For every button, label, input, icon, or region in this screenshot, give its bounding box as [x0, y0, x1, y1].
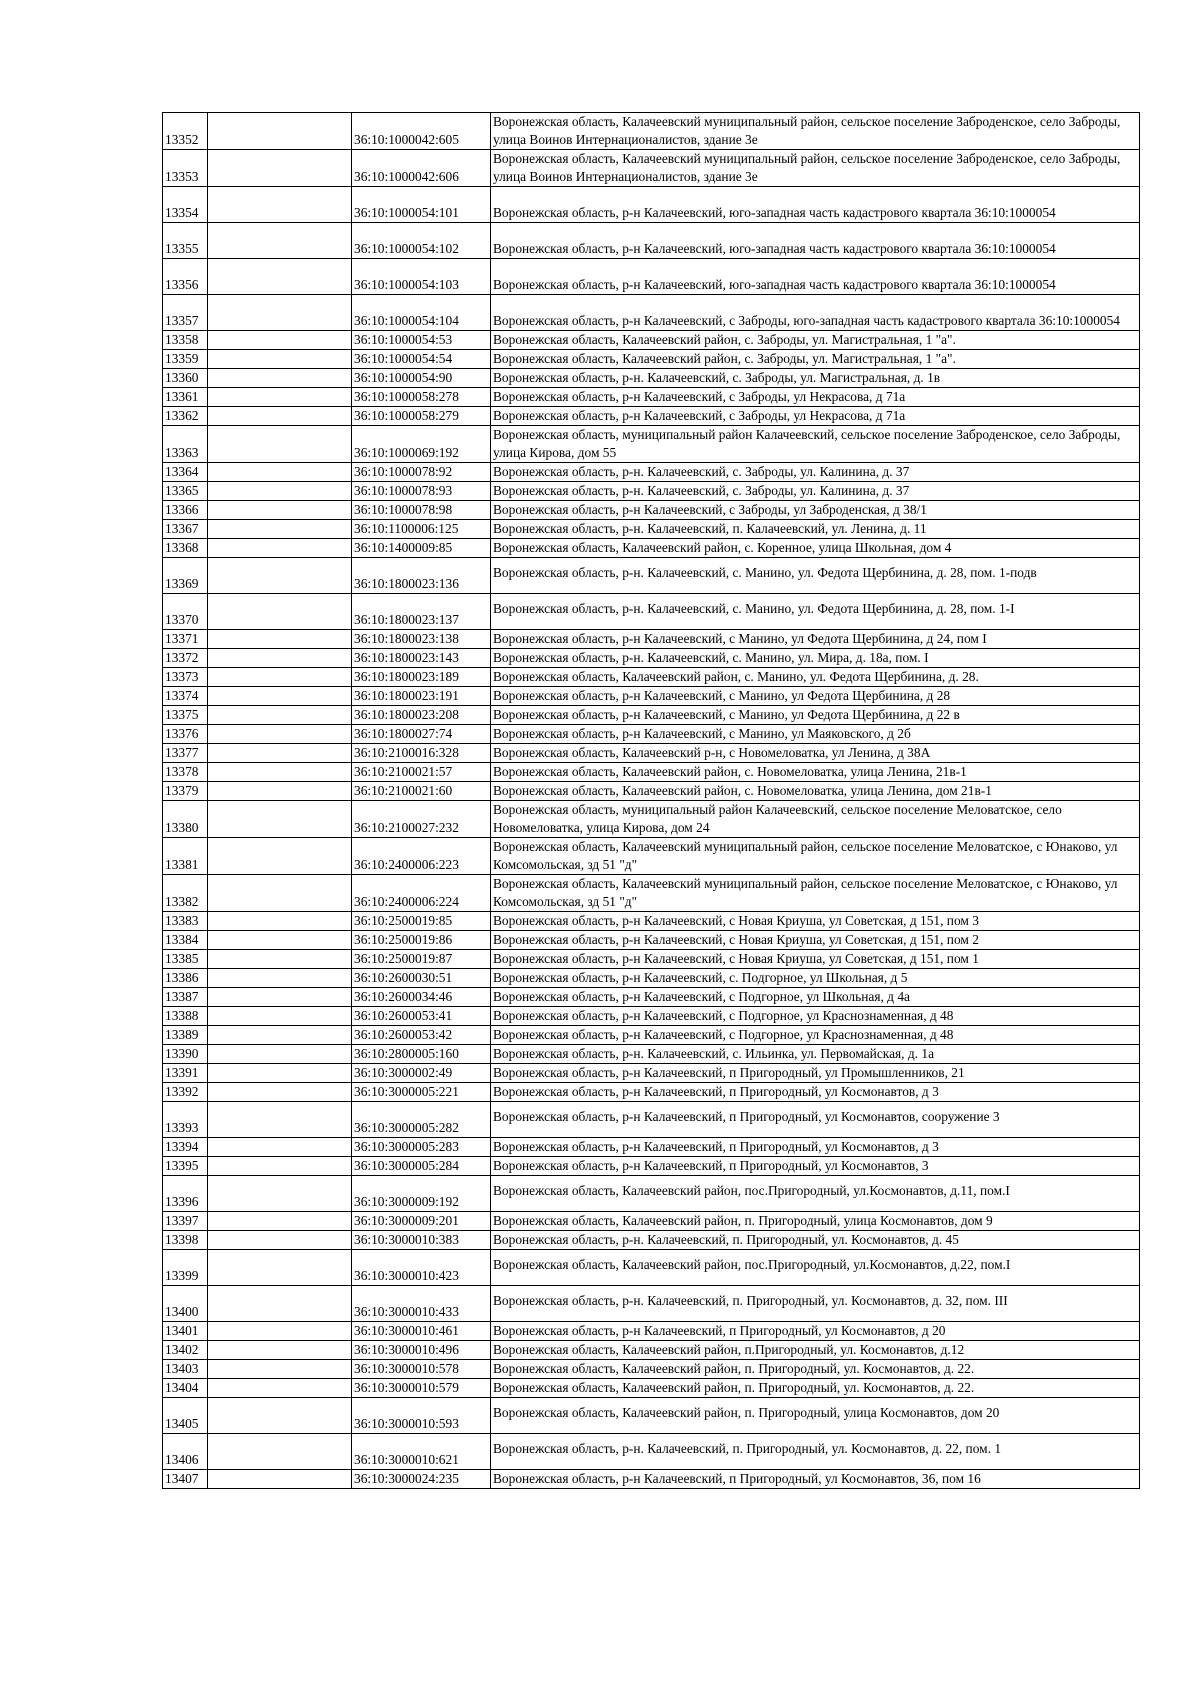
row-number-cell: 13389: [163, 1026, 208, 1045]
empty-cell: [208, 668, 352, 687]
table-row: [163, 259, 1140, 295]
table-row: [163, 113, 1140, 150]
cadastral-number-cell: 36:10:1400009:85: [352, 539, 491, 558]
empty-cell: [208, 520, 352, 539]
cadastral-number-cell: 36:10:1800023:143: [352, 649, 491, 668]
cadastral-number-cell: 36:10:2100021:60: [352, 782, 491, 801]
empty-cell: [208, 838, 352, 875]
table-row: [163, 782, 1140, 801]
table-row: [163, 150, 1140, 187]
row-number-cell: 13355: [163, 223, 208, 259]
table-row: [163, 1379, 1140, 1398]
empty-cell: [208, 223, 352, 259]
row-number-cell: 13387: [163, 988, 208, 1007]
address-cell: Воронежская область, Калачеевский муниципальный район, сельское поселение Заброденское, село Заброды, улица Воинов Интернационалистов, здание 3е: [491, 113, 1140, 150]
empty-cell: [208, 1250, 352, 1286]
address-cell: Воронежская область, р-н. Калачеевский, с. Заброды, ул. Калинина, д. 37: [491, 482, 1140, 501]
row-number-cell: 13361: [163, 388, 208, 407]
row-number-cell: 13364: [163, 463, 208, 482]
cadastral-number-cell: 36:10:1100006:125: [352, 520, 491, 539]
cadastral-number-cell: 36:10:2800005:160: [352, 1045, 491, 1064]
address-cell: Воронежская область, р-н. Калачеевский, с. Заброды, ул. Магистральная, д. 1в: [491, 369, 1140, 388]
address-cell: Воронежская область, р-н Калачеевский, п Пригородный, ул Космонавтов, д 3: [491, 1083, 1140, 1102]
address-cell: Воронежская область, р-н Калачеевский, с Заброды, ул Некрасова, д 71а: [491, 388, 1140, 407]
empty-cell: [208, 969, 352, 988]
table-row: [163, 295, 1140, 331]
table-row: [163, 931, 1140, 950]
row-number-cell: 13395: [163, 1157, 208, 1176]
address-cell: Воронежская область, р-н Калачеевский, п Пригородный, ул Космонавтов, сооружение 3: [491, 1102, 1140, 1138]
cadastral-number-cell: 36:10:3000005:284: [352, 1157, 491, 1176]
empty-cell: [208, 1157, 352, 1176]
address-cell: Воронежская область, Калачеевский район, пос.Пригородный, ул.Космонавтов, д.11, пом.I: [491, 1176, 1140, 1212]
cadastral-number-cell: 36:10:3000010:621: [352, 1434, 491, 1470]
cadastral-number-cell: 36:10:3000005:283: [352, 1138, 491, 1157]
cadastral-number-cell: 36:10:2100021:57: [352, 763, 491, 782]
cadastral-number-cell: 36:10:2600053:42: [352, 1026, 491, 1045]
cadastral-number-cell: 36:10:2500019:85: [352, 912, 491, 931]
table-row: [163, 463, 1140, 482]
address-cell: Воронежская область, Калачеевский р-н, с Новомеловатка, ул Ленина, д 38А: [491, 744, 1140, 763]
table-row: [163, 1045, 1140, 1064]
cadastral-number-cell: 36:10:1800023:138: [352, 630, 491, 649]
address-cell: Воронежская область, р-н Калачеевский, с Манино, ул Федота Щербинина, д 24, пом I: [491, 630, 1140, 649]
address-cell: Воронежская область, Калачеевский муниципальный район, сельское поселение Меловатское, с Юнаково, ул Комсомольская, зд 51 "д": [491, 875, 1140, 912]
empty-cell: [208, 1360, 352, 1379]
cadastral-number-cell: 36:10:2400006:224: [352, 875, 491, 912]
table-row: [163, 1250, 1140, 1286]
empty-cell: [208, 649, 352, 668]
row-number-cell: 13374: [163, 687, 208, 706]
empty-cell: [208, 782, 352, 801]
address-cell: Воронежская область, р-н Калачеевский, с Заброды, юго-западная часть кадастрового квартала 36:10:1000054: [491, 295, 1140, 331]
empty-cell: [208, 1379, 352, 1398]
row-number-cell: 13376: [163, 725, 208, 744]
empty-cell: [208, 875, 352, 912]
table-row: [163, 350, 1140, 369]
empty-cell: [208, 1231, 352, 1250]
cadastral-number-cell: 36:10:3000010:496: [352, 1341, 491, 1360]
table-row: [163, 668, 1140, 687]
table-row: [163, 388, 1140, 407]
address-cell: Воронежская область, р-н. Калачеевский, п. Пригородный, ул. Космонавтов, д. 22, пом. 1: [491, 1434, 1140, 1470]
table-row: [163, 1026, 1140, 1045]
cadastral-number-cell: 36:10:3000010:423: [352, 1250, 491, 1286]
address-cell: Воронежская область, р-н Калачеевский, с Заброды, ул Заброденская, д 38/1: [491, 501, 1140, 520]
empty-cell: [208, 539, 352, 558]
empty-cell: [208, 482, 352, 501]
table-row: [163, 331, 1140, 350]
table-row: [163, 875, 1140, 912]
row-number-cell: 13375: [163, 706, 208, 725]
empty-cell: [208, 558, 352, 594]
table-row: [163, 969, 1140, 988]
row-number-cell: 13386: [163, 969, 208, 988]
address-cell: Воронежская область, Калачеевский район, п. Пригородный, улица Космонавтов, дом 9: [491, 1212, 1140, 1231]
table-row: [163, 706, 1140, 725]
empty-cell: [208, 594, 352, 630]
row-number-cell: 13393: [163, 1102, 208, 1138]
table-row: [163, 501, 1140, 520]
cadastral-number-cell: 36:10:3000010:433: [352, 1286, 491, 1322]
cadastral-number-cell: 36:10:2400006:223: [352, 838, 491, 875]
table-row: [163, 223, 1140, 259]
address-cell: Воронежская область, р-н. Калачеевский, с. Манино, ул. Федота Щербинина, д. 28, пом. 1-подв: [491, 558, 1140, 594]
table-row: [163, 1176, 1140, 1212]
row-number-cell: 13363: [163, 426, 208, 463]
cadastral-number-cell: 36:10:1000058:278: [352, 388, 491, 407]
cadastral-number-cell: 36:10:1800023:208: [352, 706, 491, 725]
row-number-cell: 13404: [163, 1379, 208, 1398]
address-cell: Воронежская область, р-н Калачеевский, с Подгорное, ул Краснознаменная, д 48: [491, 1026, 1140, 1045]
row-number-cell: 13377: [163, 744, 208, 763]
empty-cell: [208, 1212, 352, 1231]
table-row: [163, 594, 1140, 630]
address-cell: Воронежская область, Калачеевский район, с. Заброды, ул. Магистральная, 1 "а".: [491, 331, 1140, 350]
cadastral-number-cell: 36:10:2100016:328: [352, 744, 491, 763]
empty-cell: [208, 1176, 352, 1212]
row-number-cell: 13381: [163, 838, 208, 875]
empty-cell: [208, 1064, 352, 1083]
address-cell: Воронежская область, Калачеевский район, с. Манино, ул. Федота Щербинина, д. 28.: [491, 668, 1140, 687]
row-number-cell: 13406: [163, 1434, 208, 1470]
cadastral-number-cell: 36:10:2500019:86: [352, 931, 491, 950]
address-cell: Воронежская область, Калачеевский район, п.Пригородный, ул. Космонавтов, д.12: [491, 1341, 1140, 1360]
empty-cell: [208, 1470, 352, 1489]
table-row: [163, 1138, 1140, 1157]
address-cell: Воронежская область, Калачеевский район, п. Пригородный, улица Космонавтов, дом 20: [491, 1398, 1140, 1434]
cadastral-number-cell: 36:10:3000010:461: [352, 1322, 491, 1341]
address-cell: Воронежская область, р-н Калачеевский, с Манино, ул Федота Щербинина, д 22 в: [491, 706, 1140, 725]
cadastral-number-cell: 36:10:1000054:104: [352, 295, 491, 331]
address-cell: Воронежская область, Калачеевский район, с. Заброды, ул. Магистральная, 1 "а".: [491, 350, 1140, 369]
cadastral-number-cell: 36:10:2600053:41: [352, 1007, 491, 1026]
row-number-cell: 13397: [163, 1212, 208, 1231]
table-row: [163, 1434, 1140, 1470]
empty-cell: [208, 801, 352, 838]
row-number-cell: 13373: [163, 668, 208, 687]
empty-cell: [208, 912, 352, 931]
empty-cell: [208, 1322, 352, 1341]
row-number-cell: 13352: [163, 113, 208, 150]
cadastral-number-cell: 36:10:1000054:103: [352, 259, 491, 295]
empty-cell: [208, 1102, 352, 1138]
empty-cell: [208, 150, 352, 187]
address-cell: Воронежская область, р-н Калачеевский, юго-западная часть кадастрового квартала 36:10:1000054: [491, 223, 1140, 259]
row-number-cell: 13357: [163, 295, 208, 331]
cadastral-number-cell: 36:10:2600030:51: [352, 969, 491, 988]
table-row: [163, 369, 1140, 388]
empty-cell: [208, 1045, 352, 1064]
table-row: [163, 1360, 1140, 1379]
cadastral-number-cell: 36:10:1000054:54: [352, 350, 491, 369]
empty-cell: [208, 1341, 352, 1360]
row-number-cell: 13384: [163, 931, 208, 950]
cadastral-number-cell: 36:10:1000054:53: [352, 331, 491, 350]
address-cell: Воронежская область, р-н. Калачеевский, с. Манино, ул. Федота Щербинина, д. 28, пом. 1-I: [491, 594, 1140, 630]
address-cell: Воронежская область, р-н Калачеевский, с Новая Криуша, ул Советская, д 151, пом 2: [491, 931, 1140, 950]
cadastral-number-cell: 36:10:1800023:189: [352, 668, 491, 687]
address-cell: Воронежская область, Калачеевский муниципальный район, сельское поселение Меловатское, с Юнаково, ул Комсомольская, зд 51 "д": [491, 838, 1140, 875]
row-number-cell: 13362: [163, 407, 208, 426]
address-cell: Воронежская область, р-н Калачеевский, п Пригородный, ул Космонавтов, 3: [491, 1157, 1140, 1176]
address-cell: Воронежская область, р-н Калачеевский, с Манино, ул Маяковского, д 2б: [491, 725, 1140, 744]
empty-cell: [208, 988, 352, 1007]
row-number-cell: 13382: [163, 875, 208, 912]
table-row: [163, 482, 1140, 501]
empty-cell: [208, 463, 352, 482]
row-number-cell: 13353: [163, 150, 208, 187]
row-number-cell: 13367: [163, 520, 208, 539]
cadastral-number-cell: 36:10:2100027:232: [352, 801, 491, 838]
row-number-cell: 13400: [163, 1286, 208, 1322]
table-row: [163, 1398, 1140, 1434]
cadastral-number-cell: 36:10:1000042:606: [352, 150, 491, 187]
address-cell: Воронежская область, р-н Калачеевский, с Подгорное, ул Краснознаменная, д 48: [491, 1007, 1140, 1026]
empty-cell: [208, 950, 352, 969]
row-number-cell: 13391: [163, 1064, 208, 1083]
row-number-cell: 13378: [163, 763, 208, 782]
address-cell: Воронежская область, Калачеевский район, п. Пригородный, ул. Космонавтов, д. 22.: [491, 1379, 1140, 1398]
row-number-cell: 13398: [163, 1231, 208, 1250]
empty-cell: [208, 426, 352, 463]
table-row: [163, 1322, 1140, 1341]
row-number-cell: 13390: [163, 1045, 208, 1064]
table-row: [163, 649, 1140, 668]
empty-cell: [208, 407, 352, 426]
cadastral-number-cell: 36:10:3000010:579: [352, 1379, 491, 1398]
empty-cell: [208, 725, 352, 744]
empty-cell: [208, 1138, 352, 1157]
cadastral-number-cell: 36:10:1000078:98: [352, 501, 491, 520]
empty-cell: [208, 1007, 352, 1026]
row-number-cell: 13372: [163, 649, 208, 668]
row-number-cell: 13358: [163, 331, 208, 350]
address-cell: Воронежская область, р-н. Калачеевский, с. Манино, ул. Мира, д. 18а, пом. I: [491, 649, 1140, 668]
row-number-cell: 13370: [163, 594, 208, 630]
address-cell: Воронежская область, р-н. Калачеевский, с. Заброды, ул. Калинина, д. 37: [491, 463, 1140, 482]
row-number-cell: 13401: [163, 1322, 208, 1341]
empty-cell: [208, 331, 352, 350]
row-number-cell: 13399: [163, 1250, 208, 1286]
row-number-cell: 13405: [163, 1398, 208, 1434]
empty-cell: [208, 1398, 352, 1434]
address-cell: Воронежская область, р-н Калачеевский, с Новая Криуша, ул Советская, д 151, пом 3: [491, 912, 1140, 931]
address-cell: Воронежская область, р-н. Калачеевский, п. Пригородный, ул. Космонавтов, д. 32, пом. III: [491, 1286, 1140, 1322]
table-row: [163, 407, 1140, 426]
cadastral-number-cell: 36:10:1800023:136: [352, 558, 491, 594]
cadastral-number-cell: 36:10:2600034:46: [352, 988, 491, 1007]
table-row: [163, 630, 1140, 649]
table-row: [163, 1007, 1140, 1026]
empty-cell: [208, 501, 352, 520]
table-row: [163, 1102, 1140, 1138]
table-row: [163, 426, 1140, 463]
row-number-cell: 13359: [163, 350, 208, 369]
row-number-cell: 13380: [163, 801, 208, 838]
cadastral-number-cell: 36:10:3000010:383: [352, 1231, 491, 1250]
row-number-cell: 13392: [163, 1083, 208, 1102]
empty-cell: [208, 763, 352, 782]
empty-cell: [208, 369, 352, 388]
address-cell: Воронежская область, р-н Калачеевский, п Пригородный, ул Космонавтов, д 3: [491, 1138, 1140, 1157]
empty-cell: [208, 630, 352, 649]
cadastral-number-cell: 36:10:3000002:49: [352, 1064, 491, 1083]
row-number-cell: 13402: [163, 1341, 208, 1360]
row-number-cell: 13360: [163, 369, 208, 388]
empty-cell: [208, 295, 352, 331]
cadastral-number-cell: 36:10:1000054:102: [352, 223, 491, 259]
table-row: [163, 1083, 1140, 1102]
empty-cell: [208, 744, 352, 763]
table-row: [163, 687, 1140, 706]
table-row: [163, 1231, 1140, 1250]
table-row: [163, 520, 1140, 539]
address-cell: Воронежская область, муниципальный район Калачеевский, сельское поселение Меловатское, село Новомеловатка, улица Кирова, дом 24: [491, 801, 1140, 838]
cadastral-number-cell: 36:10:1000078:93: [352, 482, 491, 501]
empty-cell: [208, 1434, 352, 1470]
row-number-cell: 13356: [163, 259, 208, 295]
address-cell: Воронежская область, р-н Калачеевский, с Манино, ул Федота Щербинина, д 28: [491, 687, 1140, 706]
row-number-cell: 13365: [163, 482, 208, 501]
row-number-cell: 13354: [163, 187, 208, 223]
empty-cell: [208, 350, 352, 369]
address-cell: Воронежская область, р-н Калачеевский, с Подгорное, ул Школьная, д 4а: [491, 988, 1140, 1007]
address-cell: Воронежская область, Калачеевский район, с. Коренное, улица Школьная, дом 4: [491, 539, 1140, 558]
cadastral-number-cell: 36:10:3000009:192: [352, 1176, 491, 1212]
cadastral-number-cell: 36:10:3000005:221: [352, 1083, 491, 1102]
cadastral-number-cell: 36:10:1000054:101: [352, 187, 491, 223]
table-row: [163, 1470, 1140, 1489]
row-number-cell: 13379: [163, 782, 208, 801]
table-row: [163, 912, 1140, 931]
empty-cell: [208, 1026, 352, 1045]
address-cell: Воронежская область, р-н Калачеевский, юго-западная часть кадастрового квартала 36:10:1000054: [491, 187, 1140, 223]
row-number-cell: 13366: [163, 501, 208, 520]
property-table: [162, 112, 1140, 1489]
table-body: [163, 113, 1140, 1489]
empty-cell: [208, 1286, 352, 1322]
row-number-cell: 13368: [163, 539, 208, 558]
empty-cell: [208, 1083, 352, 1102]
cadastral-number-cell: 36:10:1000054:90: [352, 369, 491, 388]
cadastral-number-cell: 36:10:3000024:235: [352, 1470, 491, 1489]
address-cell: Воронежская область, р-н. Калачеевский, с. Ильинка, ул. Первомайская, д. 1а: [491, 1045, 1140, 1064]
address-cell: Воронежская область, Калачеевский район, пос.Пригородный, ул.Космонавтов, д.22, пом.I: [491, 1250, 1140, 1286]
table-row: [163, 1064, 1140, 1083]
address-cell: Воронежская область, муниципальный район Калачеевский, сельское поселение Заброденское, село Заброды, улица Кирова, дом 55: [491, 426, 1140, 463]
table-row: [163, 763, 1140, 782]
cadastral-number-cell: 36:10:1800023:191: [352, 687, 491, 706]
row-number-cell: 13369: [163, 558, 208, 594]
cadastral-number-cell: 36:10:3000010:578: [352, 1360, 491, 1379]
empty-cell: [208, 706, 352, 725]
table-row: [163, 801, 1140, 838]
cadastral-number-cell: 36:10:3000009:201: [352, 1212, 491, 1231]
table-row: [163, 558, 1140, 594]
address-cell: Воронежская область, р-н Калачеевский, п Пригородный, ул Космонавтов, д 20: [491, 1322, 1140, 1341]
table-row: [163, 725, 1140, 744]
address-cell: Воронежская область, Калачеевский район, с. Новомеловатка, улица Ленина, дом 21в-1: [491, 782, 1140, 801]
address-cell: Воронежская область, р-н Калачеевский, с Новая Криуша, ул Советская, д 151, пом 1: [491, 950, 1140, 969]
table-row: [163, 1212, 1140, 1231]
table-row: [163, 1341, 1140, 1360]
cadastral-number-cell: 36:10:2500019:87: [352, 950, 491, 969]
empty-cell: [208, 388, 352, 407]
table-row: [163, 950, 1140, 969]
table-row: [163, 744, 1140, 763]
address-cell: Воронежская область, Калачеевский район, п. Пригородный, ул. Космонавтов, д. 22.: [491, 1360, 1140, 1379]
cadastral-number-cell: 36:10:1000058:279: [352, 407, 491, 426]
row-number-cell: 13383: [163, 912, 208, 931]
table-row: [163, 1157, 1140, 1176]
cadastral-number-cell: 36:10:1000069:192: [352, 426, 491, 463]
row-number-cell: 13394: [163, 1138, 208, 1157]
row-number-cell: 13385: [163, 950, 208, 969]
row-number-cell: 13403: [163, 1360, 208, 1379]
cadastral-number-cell: 36:10:1000078:92: [352, 463, 491, 482]
cadastral-number-cell: 36:10:3000010:593: [352, 1398, 491, 1434]
empty-cell: [208, 687, 352, 706]
address-cell: Воронежская область, р-н. Калачеевский, п. Калачеевский, ул. Ленина, д. 11: [491, 520, 1140, 539]
cadastral-number-cell: 36:10:3000005:282: [352, 1102, 491, 1138]
empty-cell: [208, 931, 352, 950]
table-row: [163, 539, 1140, 558]
address-cell: Воронежская область, р-н Калачеевский, с. Подгорное, ул Школьная, д 5: [491, 969, 1140, 988]
empty-cell: [208, 259, 352, 295]
address-cell: Воронежская область, р-н. Калачеевский, п. Пригородный, ул. Космонавтов, д. 45: [491, 1231, 1140, 1250]
address-cell: Воронежская область, р-н Калачеевский, с Заброды, ул Некрасова, д 71а: [491, 407, 1140, 426]
table-row: [163, 838, 1140, 875]
table-row: [163, 988, 1140, 1007]
address-cell: Воронежская область, Калачеевский муниципальный район, сельское поселение Заброденское, село Заброды, улица Воинов Интернационалистов, здание 3е: [491, 150, 1140, 187]
row-number-cell: 13407: [163, 1470, 208, 1489]
empty-cell: [208, 187, 352, 223]
address-cell: Воронежская область, р-н Калачеевский, п Пригородный, ул Промышленников, 21: [491, 1064, 1140, 1083]
cadastral-number-cell: 36:10:1800027:74: [352, 725, 491, 744]
address-cell: Воронежская область, р-н Калачеевский, юго-западная часть кадастрового квартала 36:10:1000054: [491, 259, 1140, 295]
table-row: [163, 1286, 1140, 1322]
table-row: [163, 187, 1140, 223]
row-number-cell: 13396: [163, 1176, 208, 1212]
empty-cell: [208, 113, 352, 150]
cadastral-number-cell: 36:10:1800023:137: [352, 594, 491, 630]
cadastral-number-cell: 36:10:1000042:605: [352, 113, 491, 150]
row-number-cell: 13371: [163, 630, 208, 649]
row-number-cell: 13388: [163, 1007, 208, 1026]
address-cell: Воронежская область, Калачеевский район, с. Новомеловатка, улица Ленина, 21в-1: [491, 763, 1140, 782]
address-cell: Воронежская область, р-н Калачеевский, п Пригородный, ул Космонавтов, 36, пом 16: [491, 1470, 1140, 1489]
